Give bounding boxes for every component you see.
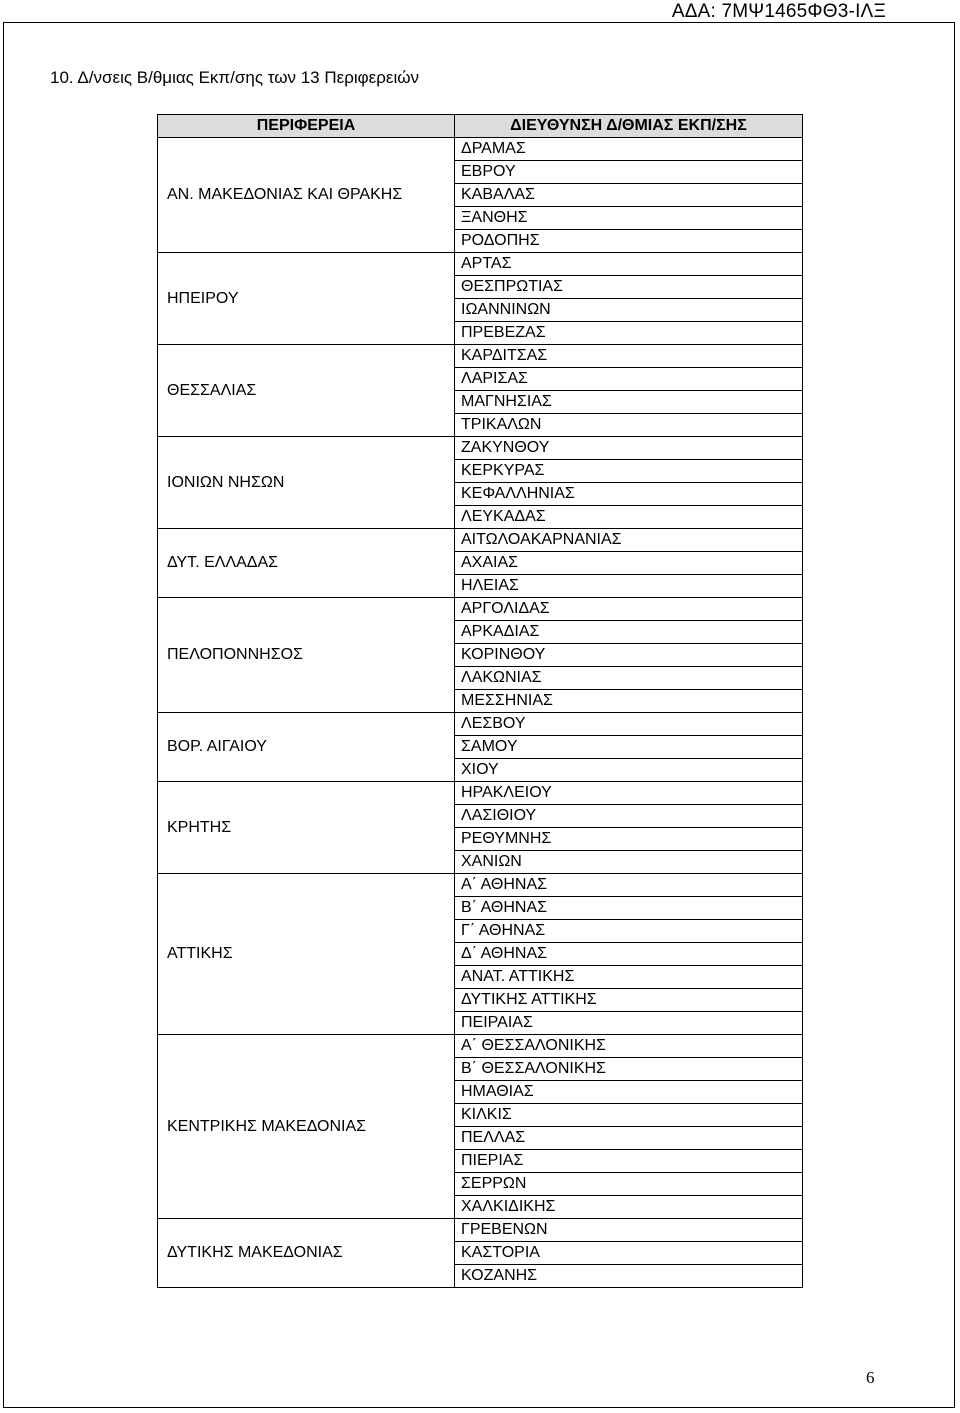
directorate-cell: ΚΟΖΑΝΗΣ [455,1265,803,1288]
directorate-cell: ΚΑΡΔΙΤΣΑΣ [455,345,803,368]
directorate-cell: ΑΧΑΙΑΣ [455,552,803,575]
region-cell: ΠΕΛΟΠΟΝΝΗΣΟΣ [158,598,455,713]
table-row [158,1035,803,1058]
directorate-cell: ΛΑΚΩΝΙΑΣ [455,667,803,690]
directorate-cell: ΗΛΕΙΑΣ [455,575,803,598]
region-cell: ΘΕΣΣΑΛΙΑΣ [158,345,455,437]
region-cell: ΙΟΝΙΩΝ ΝΗΣΩΝ [158,437,455,529]
directorate-cell: ΠΕΛΛΑΣ [455,1127,803,1150]
table-row [158,598,803,621]
directorate-cell: ΔΡΑΜΑΣ [455,138,803,161]
directorate-cell: ΡΟΔΟΠΗΣ [455,230,803,253]
directorate-cell: ΜΑΓΝΗΣΙΑΣ [455,391,803,414]
table-body [158,138,803,1288]
directorate-cell: ΕΒΡΟΥ [455,161,803,184]
regions-table [157,114,803,1288]
directorate-cell: ΣΕΡΡΩΝ [455,1173,803,1196]
table-row [158,874,803,897]
directorate-cell: ΛΕΥΚΑΔΑΣ [455,506,803,529]
directorate-cell: ΚΙΛΚΙΣ [455,1104,803,1127]
directorate-cell: ΤΡΙΚΑΛΩΝ [455,414,803,437]
region-cell: ΒΟΡ. ΑΙΓΑΙΟΥ [158,713,455,782]
table-row [158,345,803,368]
directorate-cell: Γ΄ ΑΘΗΝΑΣ [455,920,803,943]
table-row [158,437,803,460]
table-row [158,138,803,161]
directorate-cell: ΖΑΚΥΝΘΟΥ [455,437,803,460]
region-cell: ΗΠΕΙΡΟΥ [158,253,455,345]
directorate-cell: Β΄ ΑΘΗΝΑΣ [455,897,803,920]
region-cell: ΑΝ. ΜΑΚΕΔΟΝΙΑΣ ΚΑΙ ΘΡΑΚΗΣ [158,138,455,253]
region-cell: ΔΥΤ. ΕΛΛΑΔΑΣ [158,529,455,598]
directorate-cell: ΠΙΕΡΙΑΣ [455,1150,803,1173]
directorate-cell: ΓΡΕΒΕΝΩΝ [455,1219,803,1242]
directorate-cell: Δ΄ ΑΘΗΝΑΣ [455,943,803,966]
table-row [158,782,803,805]
directorate-cell: ΧΙΟΥ [455,759,803,782]
table-row [158,529,803,552]
directorate-cell: ΧΑΝΙΩΝ [455,851,803,874]
directorate-cell: ΘΕΣΠΡΩΤΙΑΣ [455,276,803,299]
table-row [158,713,803,736]
ada-code: ΑΔΑ: 7ΜΨ1465ΦΘ3-ΙΛΞ [671,1,886,22]
directorate-cell: ΗΜΑΘΙΑΣ [455,1081,803,1104]
directorate-cell: ΛΕΣΒΟΥ [455,713,803,736]
header-directorate: ΔΙΕΥΘΥΝΣΗ Δ/ΘΜΙΑΣ ΕΚΠ/ΣΗΣ [455,115,803,138]
region-cell: ΔΥΤΙΚΗΣ ΜΑΚΕΔΟΝΙΑΣ [158,1219,455,1288]
directorate-cell: ΠΡΕΒΕΖΑΣ [455,322,803,345]
directorate-cell: ΜΕΣΣΗΝΙΑΣ [455,690,803,713]
region-cell: ΚΡΗΤΗΣ [158,782,455,874]
directorate-cell: ΚΕΡΚΥΡΑΣ [455,460,803,483]
directorate-cell: ΡΕΘΥΜΝΗΣ [455,828,803,851]
directorate-cell: Α΄ ΘΕΣΣΑΛΟΝΙΚΗΣ [455,1035,803,1058]
table-header-row [158,115,803,138]
directorate-cell: ΣΑΜΟΥ [455,736,803,759]
directorate-cell: Α΄ ΑΘΗΝΑΣ [455,874,803,897]
directorate-cell: ΧΑΛΚΙΔΙΚΗΣ [455,1196,803,1219]
section-title: 10. Δ/νσεις Β/θμιας Εκπ/σης των 13 Περιφερειών [50,68,420,87]
directorate-cell: Β΄ ΘΕΣΣΑΛΟΝΙΚΗΣ [455,1058,803,1081]
region-cell: ΑΤΤΙΚΗΣ [158,874,455,1035]
directorate-cell: ΑΡΤΑΣ [455,253,803,276]
directorate-cell: ΑΡΚΑΔΙΑΣ [455,621,803,644]
directorate-cell: ΛΑΡΙΣΑΣ [455,368,803,391]
directorate-cell: ΞΑΝΘΗΣ [455,207,803,230]
directorate-cell: ΔΥΤΙΚΗΣ ΑΤΤΙΚΗΣ [455,989,803,1012]
table-row [158,253,803,276]
table-row [158,1219,803,1242]
directorate-cell: ΚΑΒΑΛΑΣ [455,184,803,207]
page-number: 6 [866,1368,875,1387]
directorate-cell: ΑΙΤΩΛΟΑΚΑΡΝΑΝΙΑΣ [455,529,803,552]
directorate-cell: ΙΩΑΝΝΙΝΩΝ [455,299,803,322]
directorate-cell: ΚΕΦΑΛΛΗΝΙΑΣ [455,483,803,506]
region-cell: ΚΕΝΤΡΙΚΗΣ ΜΑΚΕΔΟΝΙΑΣ [158,1035,455,1219]
header-region: ΠΕΡΙΦΕΡΕΙΑ [158,115,455,138]
directorate-cell: ΑΝΑΤ. ΑΤΤΙΚΗΣ [455,966,803,989]
directorate-cell: ΚΑΣΤΟΡΙΑ [455,1242,803,1265]
directorate-cell: ΛΑΣΙΘΙΟΥ [455,805,803,828]
directorate-cell: ΠΕΙΡΑΙΑΣ [455,1012,803,1035]
directorate-cell: ΑΡΓΟΛΙΔΑΣ [455,598,803,621]
directorate-cell: ΗΡΑΚΛΕΙΟΥ [455,782,803,805]
directorate-cell: ΚΟΡΙΝΘΟΥ [455,644,803,667]
